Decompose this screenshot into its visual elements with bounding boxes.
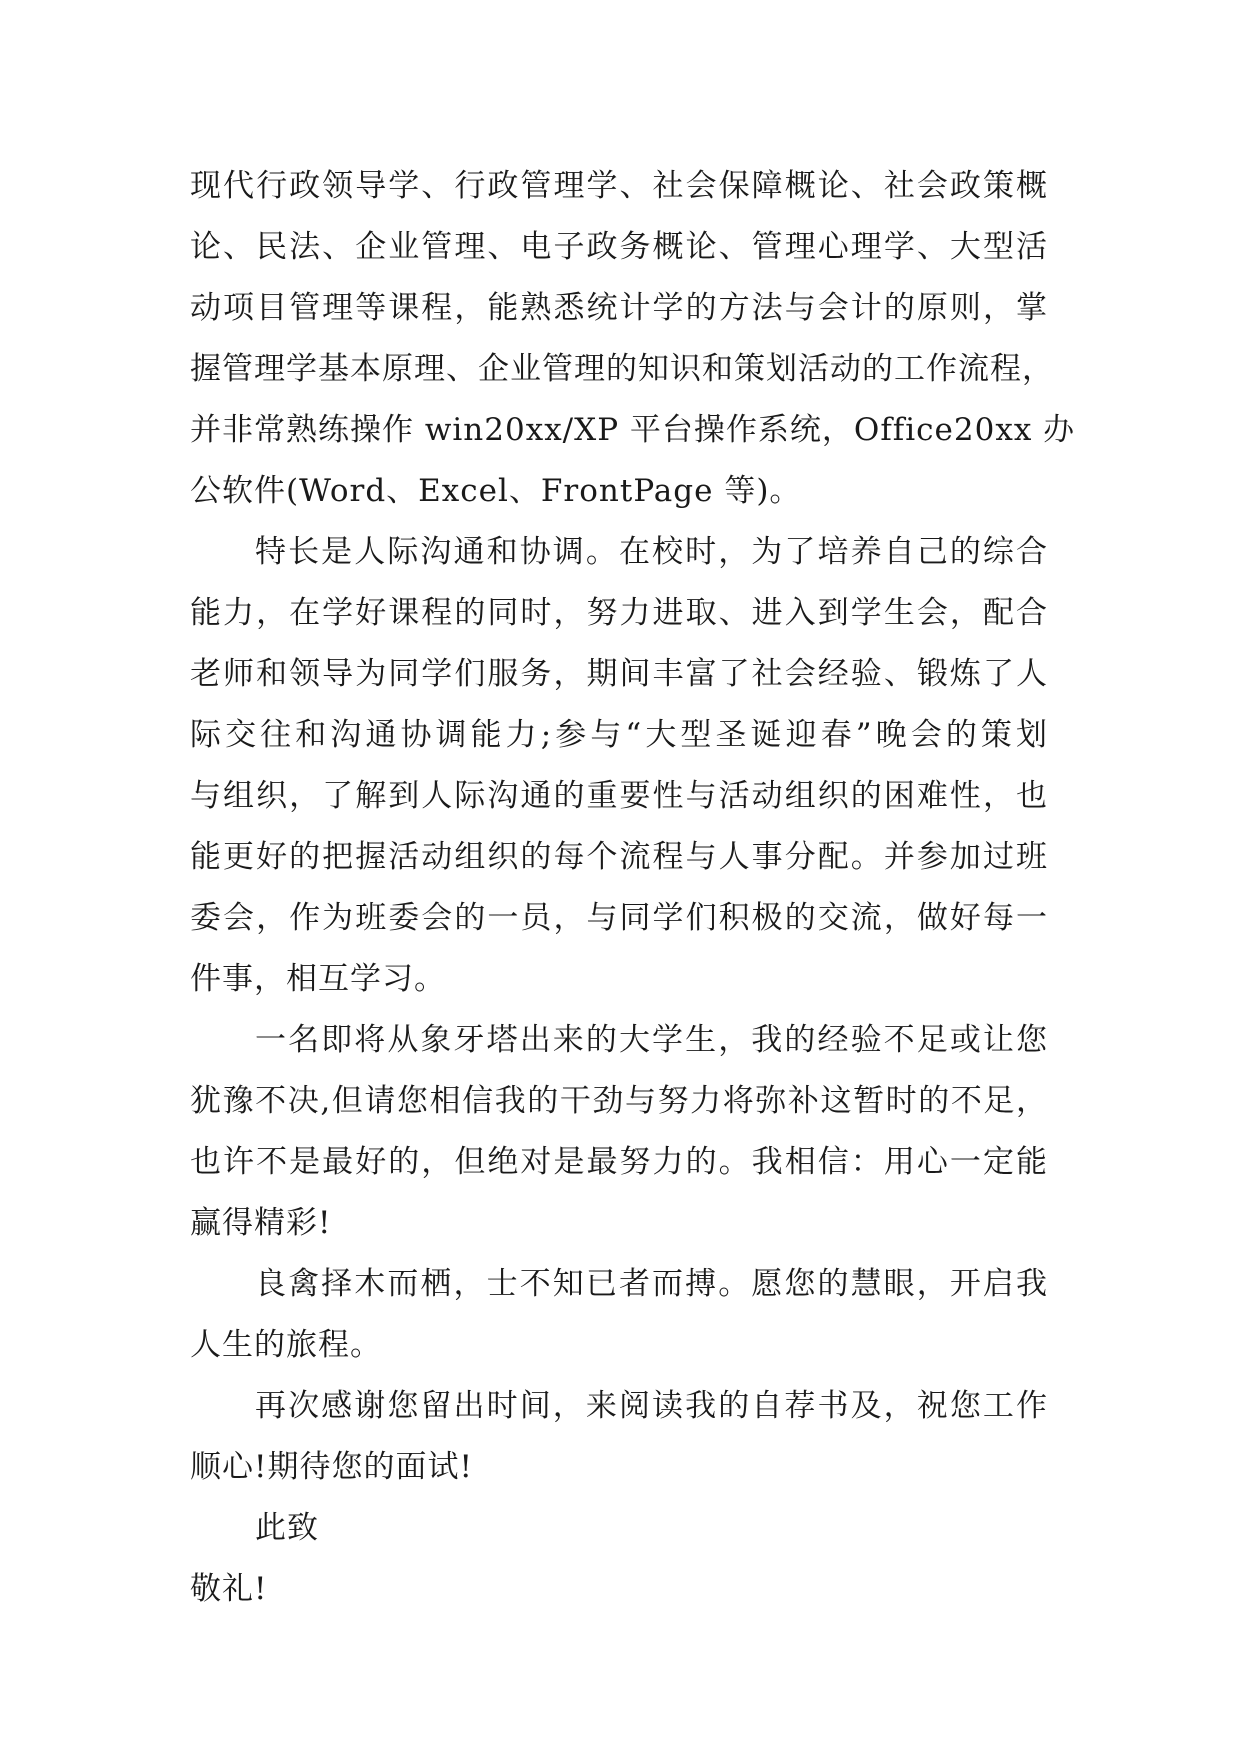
text-line: 能力，在学好课程的同时，努力进取、进入到学生会，配合: [190, 595, 1048, 631]
text-line: 也许不是最好的，但绝对是最努力的。我相信：用心一定能: [190, 1144, 1048, 1180]
text-line: 一名即将从象牙塔出来的大学生，我的经验不足或让您: [255, 1022, 1048, 1058]
text-line: 握管理学基本原理、企业管理的知识和策划活动的工作流程，: [190, 351, 1054, 387]
text-line: 老师和领导为同学们服务，期间丰富了社会经验、锻炼了人: [190, 656, 1048, 692]
text-line: 良禽择木而栖，士不知已者而搏。愿您的慧眼，开启我: [255, 1266, 1048, 1302]
paragraph-thanks: [190, 1376, 1048, 1498]
text-line: 特长是人际沟通和协调。在校时，为了培养自己的综合: [255, 534, 1048, 570]
text-line: 公软件(Word、Excel、FrontPage 等)。: [190, 473, 802, 509]
text-line: 敬礼!: [190, 1571, 268, 1607]
text-line: 现代行政领导学、行政管理学、社会保障概论、社会政策概: [190, 168, 1048, 204]
paragraph-motto: [190, 1254, 1048, 1376]
text-line: 际交往和沟通协调能力;参与“大型圣诞迎春”晚会的策划: [190, 717, 1048, 753]
text-line: 顺心!期待您的面试!: [190, 1449, 473, 1485]
text-line: 动项目管理等课程，能熟悉统计学的方法与会计的原则，掌: [190, 290, 1048, 326]
text-line: 与组织，了解到人际沟通的重要性与活动组织的困难性，也: [190, 778, 1048, 814]
text-line: 委会，作为班委会的一员，与同学们积极的交流，做好每一: [190, 900, 1048, 936]
document-body: [190, 156, 1076, 1620]
paragraph-graduate: [190, 1010, 1048, 1254]
text-line: 能更好的把握活动组织的每个流程与人事分配。并参加过班: [190, 839, 1048, 875]
text-line: 件事，相互学习。: [190, 961, 446, 997]
text-line: 再次感谢您留出时间，来阅读我的自荐书及，祝您工作: [255, 1388, 1048, 1424]
text-line: 此致: [255, 1510, 319, 1546]
text-line: 论、民法、企业管理、电子政务概论、管理心理学、大型活: [190, 229, 1048, 265]
closing-salutation: [190, 1498, 1048, 1559]
text-line: 人生的旅程。: [190, 1327, 382, 1363]
paragraph-education: [190, 156, 1076, 522]
paragraph-strengths: [190, 522, 1048, 1010]
text-line: 并非常熟练操作 win20xx/XP 平台操作系统，Office20xx 办: [190, 412, 1076, 448]
closing-regards: [190, 1559, 1048, 1620]
text-line: 赢得精彩!: [190, 1205, 332, 1241]
text-line: 犹豫不决,但请您相信我的干劲与努力将弥补这暂时的不足，: [190, 1083, 1048, 1119]
